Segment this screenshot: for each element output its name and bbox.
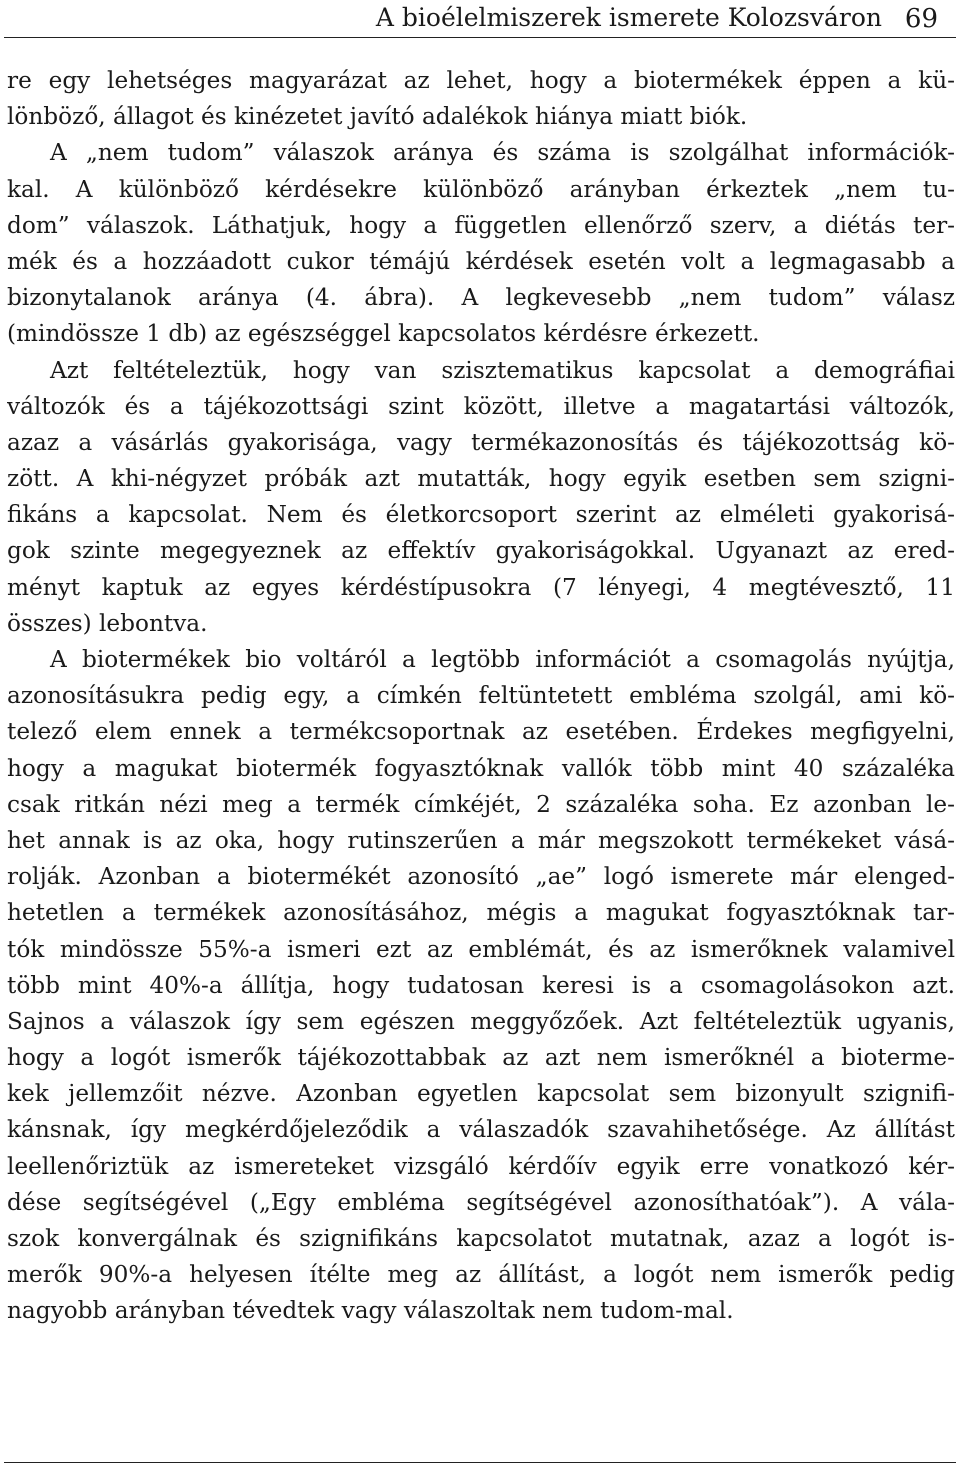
text-line: re egy lehetséges magyarázat az lehet, hogy a biotermékek éppen a kü- xyxy=(7,67,955,94)
text-line: tók mindössze 55%-a ismeri ezt az emblémát, és az ismerőknek valamivel xyxy=(7,935,955,963)
text-line: fikáns a kapcsolat. Nem és életkorcsoport szerint az elméleti gyakorisá- xyxy=(7,501,955,529)
text-line: csak ritkán nézi meg a termék címkéjét, 2 százaléka soha. Ez azonban le- xyxy=(7,790,955,818)
text-line: A „nem tudom” válaszok aránya és száma is szolgálhat információk- xyxy=(50,139,955,167)
text-line: Sajnos a válaszok így sem egészen meggyőzőek. Azt feltételeztük ugyanis, xyxy=(7,1007,955,1035)
text-line: kánsnak, így megkérdőjeleződik a válaszadók szavahihetősége. Az állítást xyxy=(7,1116,955,1144)
text-line: változók és a tájékozottsági szint között, illetve a magatartási változók, xyxy=(7,392,955,420)
text-line: hogy a magukat biotermék fogyasztóknak vallók több mint 40 százaléka xyxy=(7,754,955,782)
text-line: összes) lebontva. xyxy=(7,609,208,637)
text-line: A biotermékek bio voltáról a legtöbb információt a csomagolás nyújtja, xyxy=(50,646,955,673)
text-line: (mindössze 1 db) az egészséggel kapcsolatos kérdésre érkezett. xyxy=(7,320,760,348)
text-line: leellenőriztük az ismereteket vizsgáló kérdőív egyik erre vonatkozó kér- xyxy=(7,1152,955,1180)
text-line: azonosításukra pedig egy, a címkén feltüntetett embléma szolgál, ami kö- xyxy=(7,682,955,710)
text-line: telező elem ennek a termékcsoportnak az esetében. Érdekes megfigyelni, xyxy=(7,718,955,746)
text-line: kal. A különböző kérdésekre különböző arányban érkeztek „nem tu- xyxy=(7,175,955,203)
text-line: gok szinte megegyeznek az effektív gyakoriságokkal. Ugyanazt az ered- xyxy=(7,537,955,565)
header-rule xyxy=(4,37,956,38)
text-line: több mint 40%-a állítja, hogy tudatosan keresi is a csomagolásokon azt. xyxy=(7,971,955,999)
text-line: het annak is az oka, hogy rutinszerűen a már megszokott termékeket vásá- xyxy=(7,826,955,854)
text-line: zött. A khi-négyzet próbák azt mutatták, hogy egyik esetben sem szigni- xyxy=(7,465,955,493)
text-line: kek jellemzőit nézve. Azonban egyetlen kapcsolat sem bizonyult szignifi- xyxy=(7,1080,955,1108)
footer-rule xyxy=(4,1462,956,1463)
text-line: merők 90%-a helyesen ítélte meg az állítást, a logót nem ismerők pedig xyxy=(7,1261,955,1289)
text-line: dom” válaszok. Láthatjuk, hogy a független ellenőrző szerv, a diétás ter- xyxy=(7,211,955,239)
text-line: hetetlen a termékek azonosításához, mégis a magukat fogyasztóknak tar- xyxy=(7,899,955,927)
body-text xyxy=(7,63,955,1330)
text-line: szok konvergálnak és szignifikáns kapcsolatot mutatnak, azaz a logót is- xyxy=(7,1225,955,1252)
page-number: 69 xyxy=(904,4,938,34)
running-title: A bioélelmiszerek ismerete Kolozsváron xyxy=(375,3,882,32)
text-line: bizonytalanok aránya (4. ábra). A legkevesebb „nem tudom” válasz xyxy=(7,284,955,312)
text-line: ményt kaptuk az egyes kérdéstípusokra (7 lényegi, 4 megtévesztő, 11 xyxy=(7,573,955,601)
text-line: hogy a logót ismerők tájékozottabbak az azt nem ismerőknél a bioterme- xyxy=(7,1044,955,1072)
running-header xyxy=(0,0,960,38)
text-line: mék és a hozzáadott cukor témájú kérdések esetén volt a legmagasabb a xyxy=(7,247,955,275)
text-line: Azt feltételeztük, hogy van szisztematikus kapcsolat a demográfiai xyxy=(50,356,955,384)
text-line: rolják. Azonban a biotermékét azonosító „ae” logó ismerete már elenged- xyxy=(7,863,955,891)
text-line: azaz a vásárlás gyakorisága, vagy termékazonosítás és tájékozottság kö- xyxy=(7,428,955,456)
text-line: lönböző, állagot és kinézetet javító adalékok hiánya miatt biók. xyxy=(7,103,748,131)
text-line: dése segítségével („Egy embléma segítségével azonosíthatóak”). A vála- xyxy=(7,1188,955,1216)
text-line: nagyobb arányban tévedtek vagy válaszoltak nem tudom-mal. xyxy=(7,1297,734,1325)
